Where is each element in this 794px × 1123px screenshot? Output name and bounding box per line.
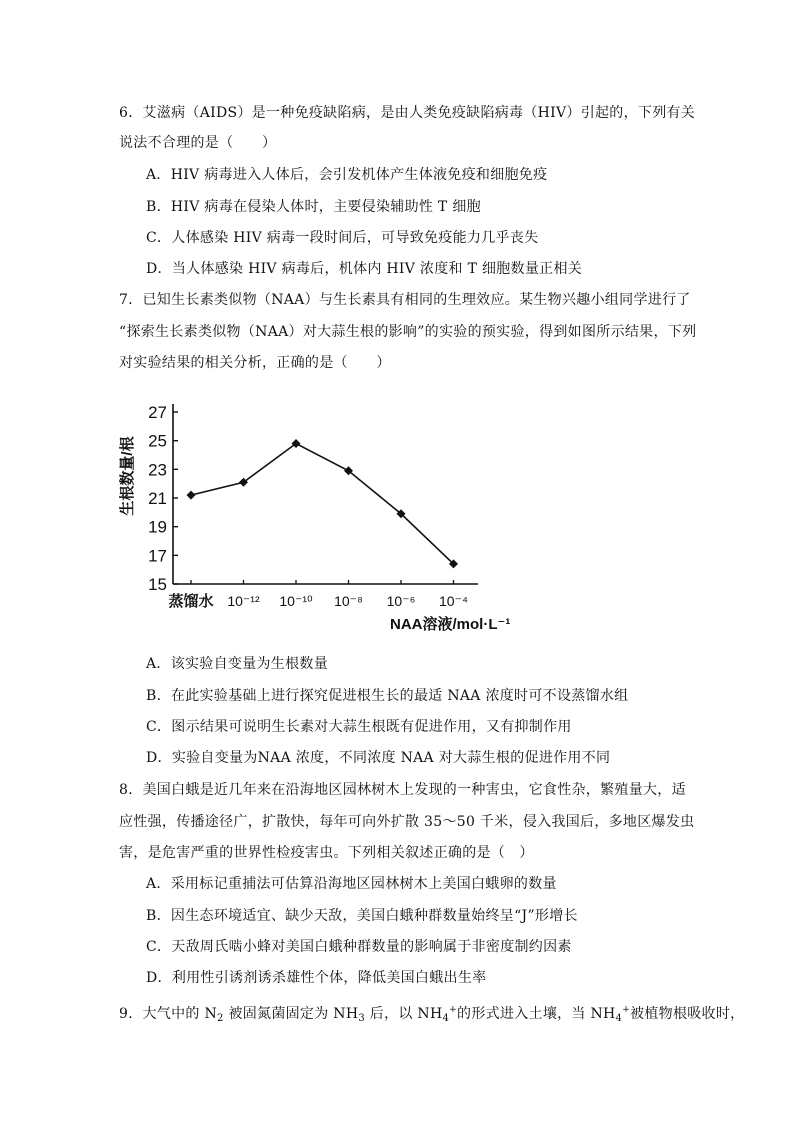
q7-option-c: C．图示结果可说明生长素对大蒜生根既有促进作用，又有抑制作用 [146,719,572,735]
q8-option-d: D．利用性引诱剂诱杀雄性个体，降低美国白蛾出生率 [146,970,487,986]
q7-stem-line1: 7．已知生长素类似物（NAA）与生长素具有相同的生理效应。某生物兴趣小组同学进行了 [119,292,691,308]
q8-stem-line2: 应性强，传播途径广，扩散快，每年可向外扩散 35～50 千米，侵入我国后，多地区爆发虫 [119,814,695,830]
y-tick-label: 23 [148,460,167,480]
q6-option-b: B．HIV 病毒在侵染人体时，主要侵染辅助性 T 细胞 [146,199,481,215]
q7-option-b: B．在此实验基础上进行探究促进根生长的最适 NAA 浓度时可不设蒸馏水组 [146,688,629,704]
x-tick-label: 10⁻⁴ [439,593,468,609]
y-axis-label: 生根数量/根 [119,436,136,516]
q6-option-c: C．人体感染 HIV 病毒一段时间后，可导致免疫能力几乎丧失 [146,230,539,246]
q9-sup-4: + [622,1005,631,1015]
q9-text-5: 被植物根吸收时， [630,1006,745,1022]
x-axis-label: NAA溶液/mol·L⁻¹ [390,616,511,633]
q9-sub-4: 4 [615,1013,623,1024]
q6-stem-line2: 说法不合理的是（ ） [119,135,277,151]
q9-stem-line1 [119,1000,744,1029]
q7-stem-line2: “探索生长素类似物（NAA）对大蒜生根的影响”的实验的预实验，得到如图所示结果，下列 [119,324,697,340]
y-tick-label: 17 [148,546,167,566]
y-tick-label: 27 [148,403,167,422]
q6-option-a: A．HIV 病毒进入人体后，会引发机体产生体液免疫和细胞免疫 [146,167,548,183]
x-tick-label: 蒸馏水 [168,593,214,610]
q9-sub-2: 3 [358,1013,366,1024]
y-tick-label: 15 [148,575,167,594]
q8-option-c: C．天敌周氏啮小蜂对美国白蛾种群数量的影响属于非密度制约因素 [146,939,572,955]
q9-text-4: 的形式进入土壤，当 NH [457,1006,616,1022]
q8-stem-line1: 8．美国白蛾是近几年来在沿海地区园林树木上发现的一种害虫，它食性杂，繁殖量大，适 [119,782,686,798]
q8-option-b: B．因生态环境适宜、缺少天敌，美国白蛾种群数量始终呈“J”形增长 [146,908,578,924]
q9-text-3: 后，以 NH [365,1006,443,1022]
q9-sub-1: 2 [217,1013,224,1024]
q9-text-2: 被固氮菌固定为 NH [223,1006,359,1022]
data-point-marker [187,491,196,500]
y-tick-label: 25 [148,431,167,451]
q9-sup-3: + [449,1005,458,1015]
x-tick-label: 10⁻¹² [227,593,260,609]
x-tick-label: 10⁻¹⁰ [279,593,313,609]
q7-option-d: D．实验自变量为NAA 浓度，不同浓度 NAA 对大蒜生根的促进作用不同 [146,750,611,766]
q7-option-a: A．该实验自变量为生根数量 [146,656,329,672]
series-line [191,444,454,564]
y-tick-label: 21 [148,489,167,508]
y-tick-label: 19 [148,517,167,537]
x-tick-label: 10⁻⁸ [334,593,363,609]
q7-stem-line3: 对实验结果的相关分析，正确的是（ ） [119,355,391,371]
q9-text-1: 9．大气中的 N [119,1006,218,1022]
q6-stem-line1: 6．艾滋病（AIDS）是一种免疫缺陷病，是由人类免疫缺陷病毒（HIV）引起的，下列有关 [119,105,696,121]
x-tick-label: 10⁻⁶ [386,593,416,609]
q6-option-d: D．当人体感染 HIV 病毒后，机体内 HIV 浓度和 T 细胞数量正相关 [146,261,583,277]
q8-stem-line3: 害，是危害严重的世界性检疫害虫。下列相关叙述正确的是（ ） [119,845,534,861]
naa-root-chart [118,396,538,638]
q8-option-a: A．采用标记重捕法可估算沿海地区园林树木上美国白蛾卵的数量 [146,876,557,892]
q9-sub-3: 4 [442,1013,450,1024]
